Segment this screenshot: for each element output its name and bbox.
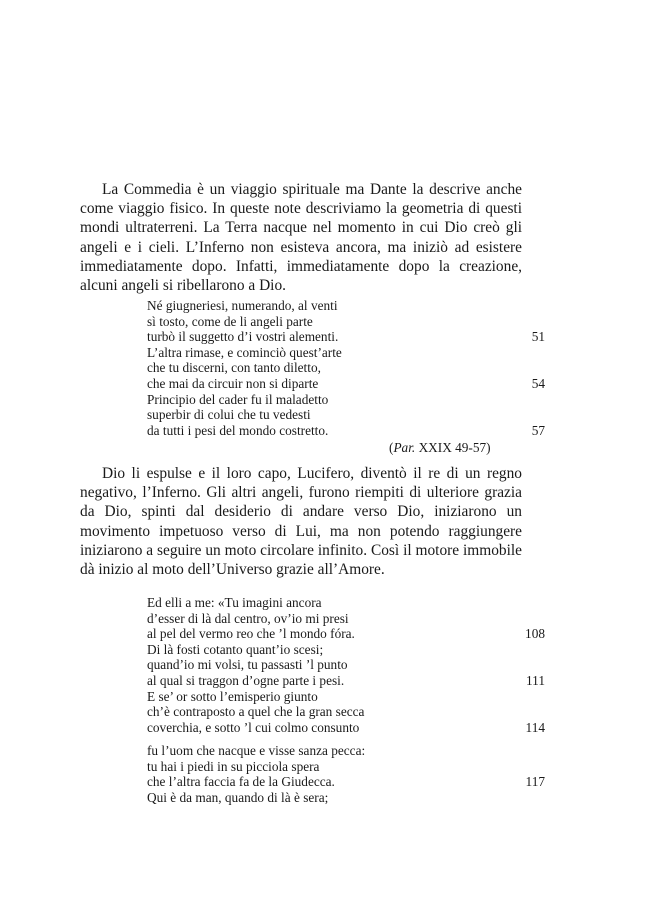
line-number: 111 [526, 672, 545, 688]
verse-line [147, 759, 547, 775]
verse-line [147, 595, 547, 611]
intro-paragraph: La Commedia è un viaggio spirituale ma Dante la descrive anche come viaggio fisico. In queste note descriviamo la geometria di questi mondi ultraterreni. La Terra nacque nel momento in cui Dio creò gli angeli e i cieli. L’Inferno non esisteva ancora, ma iniziò ad esistere immediatamente dopo. Infatti, immediatamente dopo la creazione, alcuni angeli si ribellarono a Dio. [80, 181, 522, 295]
verse-text: L’altra rimase, e cominciò quest’arte [147, 344, 342, 360]
verse-line [147, 345, 547, 361]
verse-line [147, 329, 547, 345]
verse-line [147, 689, 547, 705]
verse-line [147, 642, 547, 658]
verse-line [147, 360, 547, 376]
verse-line [147, 626, 547, 642]
verse-block-inferno-continued [147, 743, 547, 805]
line-number: 57 [531, 422, 545, 438]
citation-ref: XXIX 49-57) [418, 440, 491, 455]
verse-text: turbò il suggetto d’i vostri alementi. [147, 329, 339, 345]
verse-text: fu l’uom che nacque e visse sanza pecca: [147, 743, 366, 758]
verse-text: sì tosto, come de li angeli parte [147, 313, 313, 329]
verse-text: quand’io mi volsi, tu passasti ’l punto [147, 657, 348, 673]
verse-text: Di là fosti cotanto quant’io scesi; [147, 641, 324, 657]
verse-line [147, 376, 547, 392]
line-number: 117 [525, 774, 545, 790]
verse-line [147, 720, 547, 736]
line-number: 114 [525, 719, 545, 735]
verse-line [147, 790, 547, 806]
verse-line [147, 314, 547, 330]
verse-text: Qui è da man, quando di là è sera; [147, 789, 329, 805]
line-number: 51 [531, 329, 545, 345]
verse-line [147, 704, 547, 720]
verse-line [147, 743, 547, 759]
citation-work: Par. [393, 440, 416, 455]
verse-text: al qual si traggon d’ogne parte i pesi. [147, 672, 345, 688]
verse-line [147, 774, 547, 790]
verse-text: tu hai i piedi in su picciola spera [147, 758, 320, 774]
verse-line [147, 298, 547, 314]
verse-text: E se’ or sotto l’emisperio giunto [147, 688, 318, 704]
verse-text: Principio del cader fu il maladetto [147, 391, 329, 407]
verse-block-inferno [147, 595, 547, 735]
verse-line [147, 673, 547, 689]
verse-text: da tutti i pesi del mondo costretto. [147, 422, 329, 438]
verse-line [147, 611, 547, 627]
line-number: 108 [525, 626, 545, 642]
verse-block-paradiso [147, 298, 547, 438]
verse-text: d’esser di là dal centro, ov’io mi presi [147, 610, 349, 626]
verse-text: superbir di colui che tu vedesti [147, 407, 311, 423]
body-paragraph: Dio li espulse e il loro capo, Lucifero, diventò il re di un regno negativo, l’Inferno. Gli altri angeli, furono riempiti di ulteriore grazia da Dio, spinti dal desiderio di andare verso Dio, iniziarono un movimento impetuoso verso di Lui, ma non potendo raggiungere iniziarono a seguire un moto circolare infinito. Così il motore immobile dà inizio al moto dell’Universo grazie all’Amore. [80, 465, 522, 579]
verse-text: ch’è contraposto a quel che la gran secca [147, 704, 365, 720]
verse-citation [389, 440, 491, 456]
verse-text: al pel del vermo reo che ’l mondo fóra. [147, 626, 355, 642]
verse-text: che mai da circuir non si diparte [147, 375, 319, 391]
verse-text: che l’altra faccia fa de la Giudecca. [147, 774, 335, 790]
verse-line [147, 392, 547, 408]
line-number: 54 [531, 375, 545, 391]
verse-text: che tu discerni, con tanto diletto, [147, 360, 321, 376]
verse-text: Né giugneriesi, numerando, al venti [147, 298, 338, 313]
verse-line [147, 407, 547, 423]
citation-open: ( [389, 440, 394, 455]
verse-text: coverchia, e sotto ’l cui colmo consunto [147, 719, 360, 735]
verse-text: Ed elli a me: «Tu imagini ancora [147, 595, 322, 610]
verse-line [147, 657, 547, 673]
verse-line [147, 423, 547, 439]
